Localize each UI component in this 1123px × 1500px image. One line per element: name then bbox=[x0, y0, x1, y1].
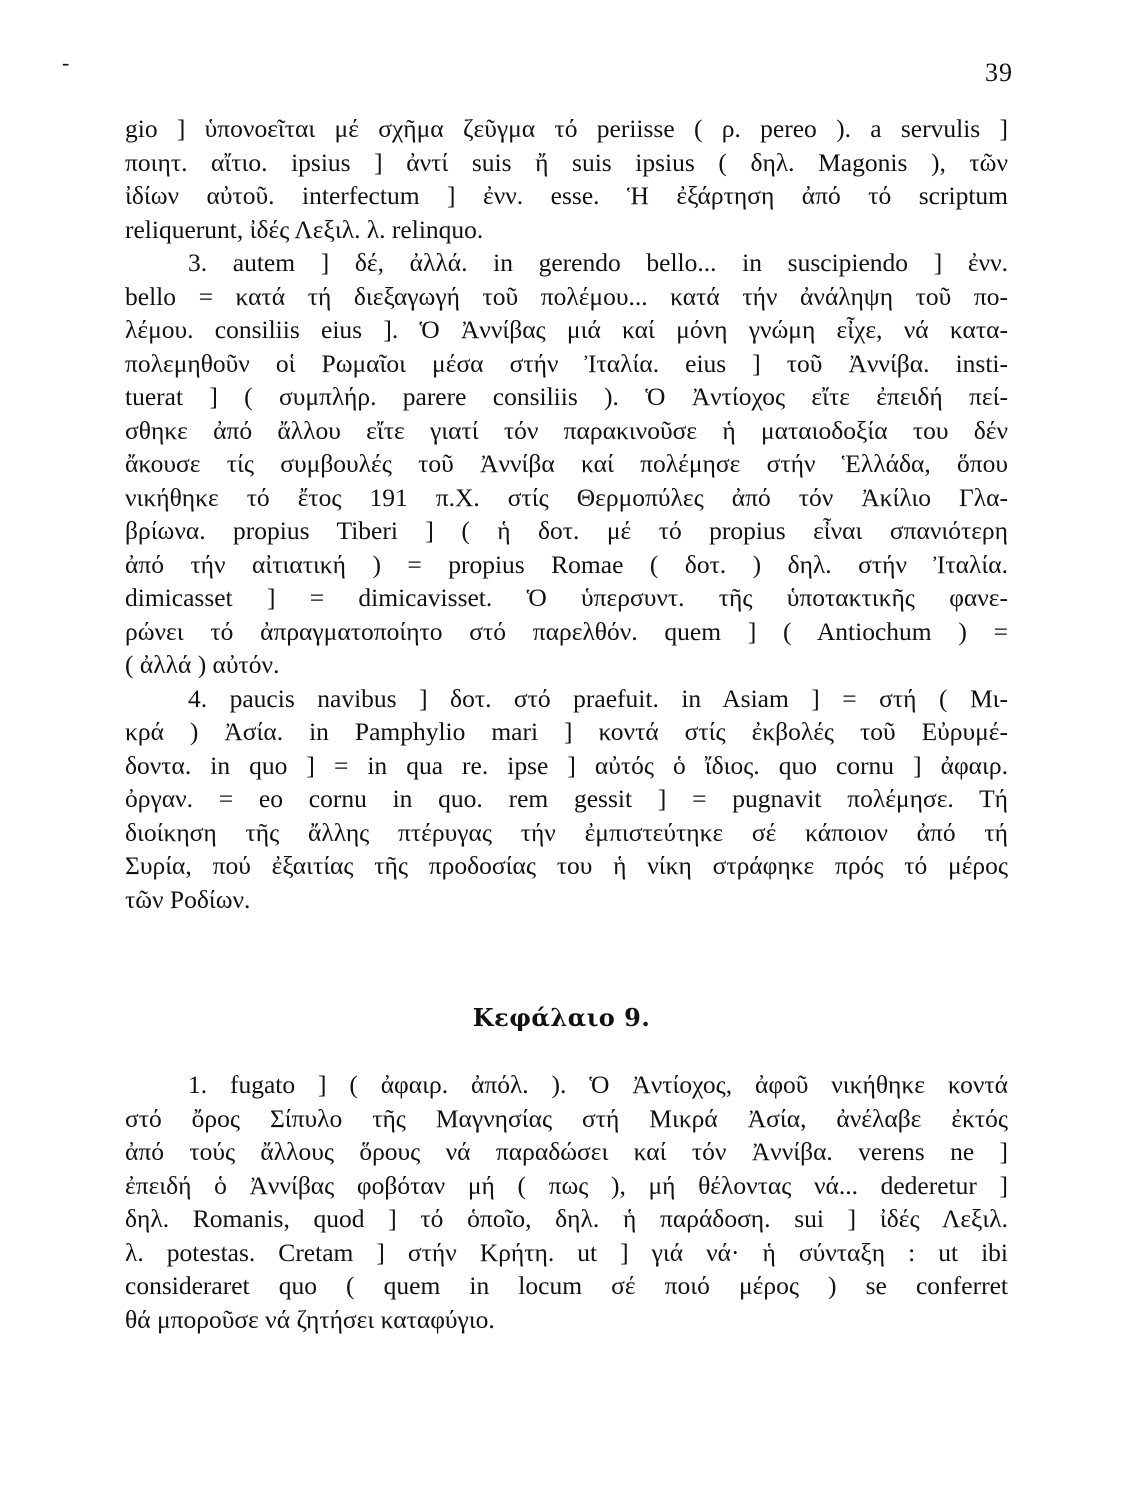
text-line: νικήθηκε τό ἔτος 191 π.Χ. στίς Θερμοπύλες ἀπό τόν Ἀκίλιο Γλα- bbox=[125, 482, 1008, 512]
text-line: Συρία, πού ἐξαιτίας τῆς προδοσίας του ἡ νίκη στράφηκε πρός τό μέρος bbox=[125, 851, 1008, 880]
text-line: ὀργαν. = eo cornu in quo. rem gessit ] = pugnavit πολέμησε. Τή bbox=[125, 784, 1008, 813]
text-line: tuerat ] ( συμπλήρ. parere consiliis ). Ὁ Ἀντίοχος εἴτε ἐπειδή πεί- bbox=[125, 382, 1008, 411]
paragraph-4-start: 4. paucis navibus ] δοτ. στό praefuit. in Asiam ] = στή ( Μι- bbox=[188, 683, 1008, 713]
text-line: consideraret quo ( quem in locum σέ ποιό μέρος ) se conferret bbox=[125, 1271, 1008, 1300]
text-line: δηλ. Romanis, quod ] τό ὁποῖο, δηλ. ἡ παράδοση. sui ] ἰδές Λεξιλ. bbox=[125, 1204, 1008, 1233]
text-line: σθηκε ἀπό ἄλλου εἴτε γιατί τόν παρακινοῦσε ἡ ματαιοδοξία του δέν bbox=[125, 415, 1008, 445]
text-line: ἰδίων αὐτοῦ. interfectum ] ἐνν. esse. Ἡ ἐξάρτηση ἀπό τό scriptum bbox=[125, 181, 1008, 210]
text-line: ποιητ. αἴτιο. ipsius ] ἀντί suis ἤ suis ipsius ( δηλ. Magonis ), τῶν bbox=[125, 147, 1008, 177]
text-line: θά μποροῦσε νά ζητήσει καταφύγιο. bbox=[125, 1304, 495, 1334]
page-number: 39 bbox=[985, 58, 1013, 87]
chapter-heading: Κεφάλαιο 9. bbox=[472, 1003, 651, 1032]
text-line: gio ] ὑπονοεῖται μέ σχῆμα ζεῦγμα τό periisse ( ρ. pereo ). a servulis ] bbox=[125, 114, 1008, 143]
text-line: dimicasset ] = dimicavisset. Ὁ ὑπερσυντ. τῆς ὑποτακτικῆς φανε- bbox=[125, 583, 1008, 612]
paragraph-3-start: 3. autem ] δέ, ἀλλά. in gerendo bello... in suscipiendo ] ἐνν. bbox=[188, 248, 1008, 277]
text-line: ( ἀλλά ) αὐτόν. bbox=[125, 650, 280, 679]
text-line: reliquerunt, ἰδές Λεξιλ. λ. relinquo. bbox=[125, 214, 484, 244]
text-line: δοντα. in quo ] = in qua re. ipse ] αὐτός ὁ ἴδιος. quo cornu ] ἀφαιρ. bbox=[125, 750, 1008, 780]
commentary-section-8 bbox=[125, 112, 1008, 916]
stray-mark: - bbox=[62, 50, 70, 75]
text-line: βρίωνα. propius Tiberi ] ( ἡ δοτ. μέ τό propius εἶναι σπανιότερη bbox=[125, 516, 1008, 545]
text-line: πολεμηθοῦν οἱ Ρωμαῖοι μέσα στήν Ἰταλία. eius ] τοῦ Ἀννίβα. insti- bbox=[125, 348, 1008, 378]
text-line: ἄκουσε τίς συμβουλές τοῦ Ἀννίβα καί πολέμησε στήν Ἑλλάδα, ὅπου bbox=[125, 449, 1008, 478]
text-line: ἀπό τήν αἰτιατική ) = propius Romae ( δοτ. ) δηλ. στήν Ἰταλία. bbox=[125, 549, 1008, 579]
text-line: ρώνει τό ἀπραγματοποίητο στό παρελθόν. quem ] ( Antiochum ) = bbox=[125, 616, 1008, 646]
text-line: bello = κατά τή διεξαγωγή τοῦ πολέμου... κατά τήν ἀνάληψη τοῦ πο- bbox=[125, 281, 1008, 311]
text-line: τῶν Ροδίων. bbox=[125, 884, 251, 914]
commentary-section-9 bbox=[125, 1068, 1008, 1336]
paragraph-1-start: 1. fugato ] ( ἀφαιρ. ἀπόλ. ). Ὁ Ἀντίοχος, ἀφοῦ νικήθηκε κοντά bbox=[188, 1070, 1008, 1099]
text-line: στό ὄρος Σίπυλο τῆς Μαγνησίας στή Μικρά Ἀσία, ἀνέλαβε ἐκτός bbox=[125, 1103, 1008, 1133]
text-line: ἐπειδή ὁ Ἀννίβας φοβόταν μή ( πως ), μή θέλοντας νά... dederetur ] bbox=[125, 1170, 1008, 1200]
text-line: κρά ) Ἀσία. in Pamphylio mari ] κοντά στίς ἐκβολές τοῦ Εὐρυμέ- bbox=[125, 717, 1008, 746]
text-line: διοίκηση τῆς ἄλλης πτέρυγας τήν ἐμπιστεύτηκε σέ κάποιον ἀπό τή bbox=[125, 817, 1008, 847]
text-line: ἀπό τούς ἄλλους ὅρους νά παραδώσει καί τόν Ἀννίβα. verens ne ] bbox=[125, 1137, 1008, 1166]
text-line: λέμου. consiliis eius ]. Ὁ Ἀννίβας μιά καί μόνη γνώμη εἶχε, νά κατα- bbox=[125, 315, 1008, 344]
text-line: λ. potestas. Cretam ] στήν Κρήτη. ut ] γιά νά· ἡ σύνταξη : ut ibi bbox=[125, 1237, 1008, 1267]
